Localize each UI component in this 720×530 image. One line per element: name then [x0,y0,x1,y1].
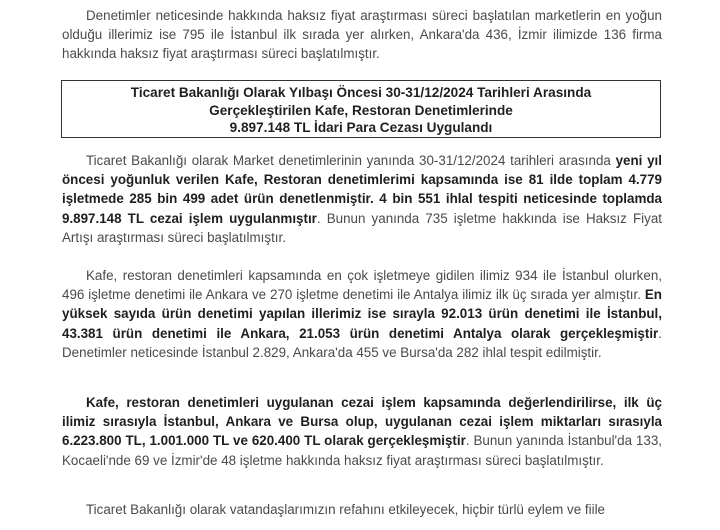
highlight-penalty-amounts: Kafe, restoran denetimleri uygulanan cezai işlem kapsamında değerlendirilirse, ilk üç ilimiz sırasıyla İstanbul, Ankara ve Bursa olup, uygulanan cezai işlem miktarları sırasıyla 6.223.800 TL, 1.001.000 TL ve 620.400 TL olarak gerçekleşmiştir [62,395,662,449]
title-line-3: 9.897.148 TL İdari Para Cezası Uygulandı [229,120,493,135]
highlight-inspection-totals: yeni yıl öncesi yoğunluk verilen Kafe, Restoran denetimlerimi kapsamında ise 81 ilde toplam 4.779 işletmede 285 bin 499 adet ürün denetlenmiştir. 4 bin 551 ihlal tespiti neticesinde toplamda 9.897.148 TL cezai işlem uygulanmıştır [62,153,663,226]
highlight-product-inspections: En yüksek sayıda ürün denetimi yapılan illerimiz ise sırayla 92.013 ürün denetimi ile İstanbul, 43.381 ürün denetimi ile Ankara, 21.053 ürün denetimi Antalya olarak gerçekleşmiştir [62,287,662,341]
paragraph-penalties: Kafe, restoran denetimleri uygulanan cezai işlem kapsamında değerlendirilirse, ilk üç ilimiz sırasıyla İstanbul, Ankara ve Bursa olup, uygulanan cezai işlem miktarları sırasıyla 6.223.800 TL, 1.001.000 TL ve 620.400 TL olarak gerçekleşmiştir. Bunun yanında İstanbul'da 133, Kocaeli'nde 69 ve İzmir'de 48 işletme hakkında haksız fiyat araştırması süreci başlatılmıştır. [62,395,662,468]
paragraph-closing: Ticaret Bakanlığı olarak vatandaşlarımızın refahını etkileyecek, hiçbir türlü eylem ve fiile [86,502,605,517]
paragraph-top-provinces: Kafe, restoran denetimleri kapsamında en çok işletmeye gidilen ilimiz 934 ile İstanbul olurken, 496 işletme denetimi ile Ankara ve 270 işletme denetimi ile Antalya ilimiz ilk üç sırada yer almıştır. En yüksek sayıda ürün denetimi yapılan illerimiz ise sırayla 92.013 ürün denetimi ile İstanbul, 43.381 ürün denetimi ile Ankara, 21.053 ürün denetimi Antalya olarak gerçekleşmiştir. Denetimler neticesinde İstanbul 2.829, Ankara'da 455 ve Bursa'da 282 ihlal tespit edilmiştir. [62,268,662,360]
paragraph-market-investigations: Denetimler neticesinde hakkında haksız fiyat araştırması süreci başlatılan marketlerin en yoğun olduğu illerimiz ise 795 ile İstanbul ilk sırada yer alırken, Ankara'da 436, İzmir ilimizde 136 firma hakkında haksız fiyat araştırması süreci başlatılmıştır. [62,8,662,62]
section-title-box [61,80,661,138]
paragraph-cafe-restaurant-inspections: Ticaret Bakanlığı olarak Market denetimlerinin yanında 30-31/12/2024 tarihleri arasında yeni yıl öncesi yoğunluk verilen Kafe, Restoran denetimlerimi kapsamında ise 81 ilde toplam 4.779 işletmede 285 bin 499 adet ürün denetlenmiştir. 4 bin 551 ihlal tespiti neticesinde toplamda 9.897.148 TL cezai işlem uygulanmıştır. Bunun yanında 735 işletme hakkında ise Haksız Fiyat Artışı araştırması süreci başlatılmıştır. [62,153,663,245]
title-line-2: Gerçekleştirilen Kafe, Restoran Denetimlerinde [209,102,513,118]
title-line-1: Ticaret Bakanlığı Olarak Yılbaşı Öncesi 30-31/12/2024 Tarihleri Arasında [130,85,592,100]
